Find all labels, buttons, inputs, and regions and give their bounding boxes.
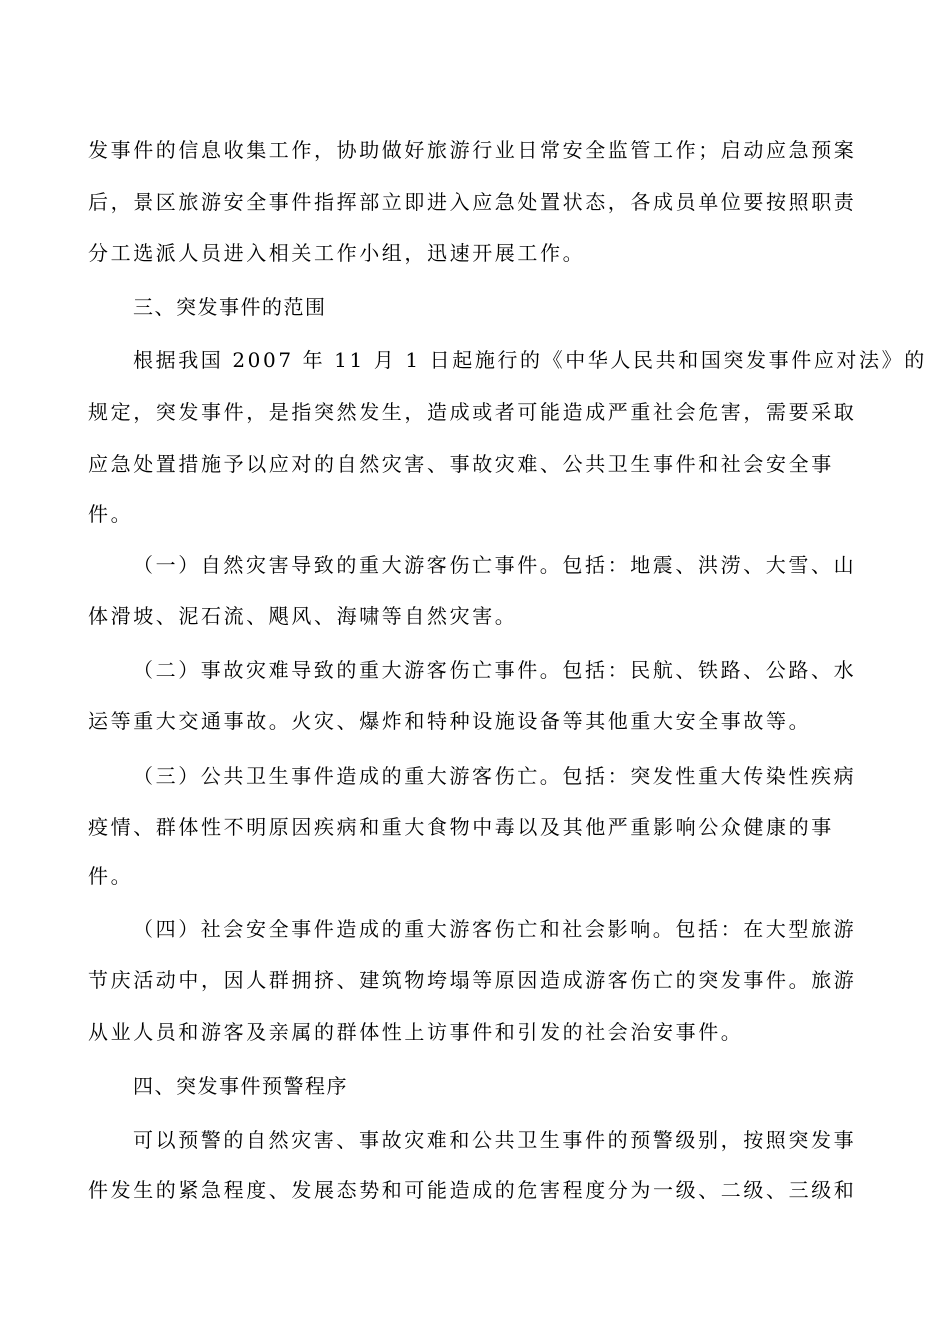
section-heading: 三、突发事件的范围	[133, 295, 327, 319]
body-text-line: 应急处置措施予以应对的自然灾害、事故灾难、公共卫生事件和社会安全事	[88, 452, 834, 476]
body-text-line: 件。	[88, 502, 134, 526]
section-heading: 四、突发事件预警程序	[133, 1074, 348, 1098]
body-text-line: 疫情、群体性不明原因疾病和重大食物中毒以及其他严重影响公众健康的事	[88, 815, 834, 839]
body-text-line: 分工选派人员进入相关工作小组，迅速开展工作。	[88, 241, 586, 265]
body-text-line: 体滑坡、泥石流、飓风、海啸等自然灾害。	[88, 604, 518, 628]
body-text-line: 件。	[88, 864, 134, 888]
body-text-line: 可以预警的自然灾害、事故灾难和公共卫生事件的预警级别，按照突发事	[133, 1128, 857, 1152]
body-text-line: 发事件的信息收集工作，协助做好旅游行业日常安全监管工作；启动应急预案	[88, 138, 857, 162]
body-text-line: （二）事故灾难导致的重大游客伤亡事件。包括：民航、铁路、公路、水	[133, 658, 857, 682]
body-text-line: 后，景区旅游安全事件指挥部立即进入应急处置状态，各成员单位要按照职责	[88, 190, 857, 214]
body-text-line: 根据我国 2007 年 11 月 1 日起施行的《中华人民共和国突发事件应对法》的	[133, 348, 927, 372]
body-text-line: （三）公共卫生事件造成的重大游客伤亡。包括：突发性重大传染性疾病	[133, 764, 857, 788]
body-text-line: 节庆活动中，因人群拥挤、建筑物垮塌等原因造成游客伤亡的突发事件。旅游	[88, 968, 857, 992]
body-text-line: 从业人员和游客及亲属的群体性上访事件和引发的社会治安事件。	[88, 1020, 744, 1044]
body-text-line: 运等重大交通事故。火灾、爆炸和特种设施设备等其他重大安全事故等。	[88, 709, 812, 733]
body-text-line: （一）自然灾害导致的重大游客伤亡事件。包括：地震、洪涝、大雪、山	[133, 553, 857, 577]
body-text-line: 规定，突发事件，是指突然发生，造成或者可能造成严重社会危害，需要采取	[88, 400, 857, 424]
body-text-line: 件发生的紧急程度、发展态势和可能造成的危害程度分为一级、二级、三级和	[88, 1178, 857, 1202]
body-text-line: （四）社会安全事件造成的重大游客伤亡和社会影响。包括：在大型旅游	[133, 917, 857, 941]
